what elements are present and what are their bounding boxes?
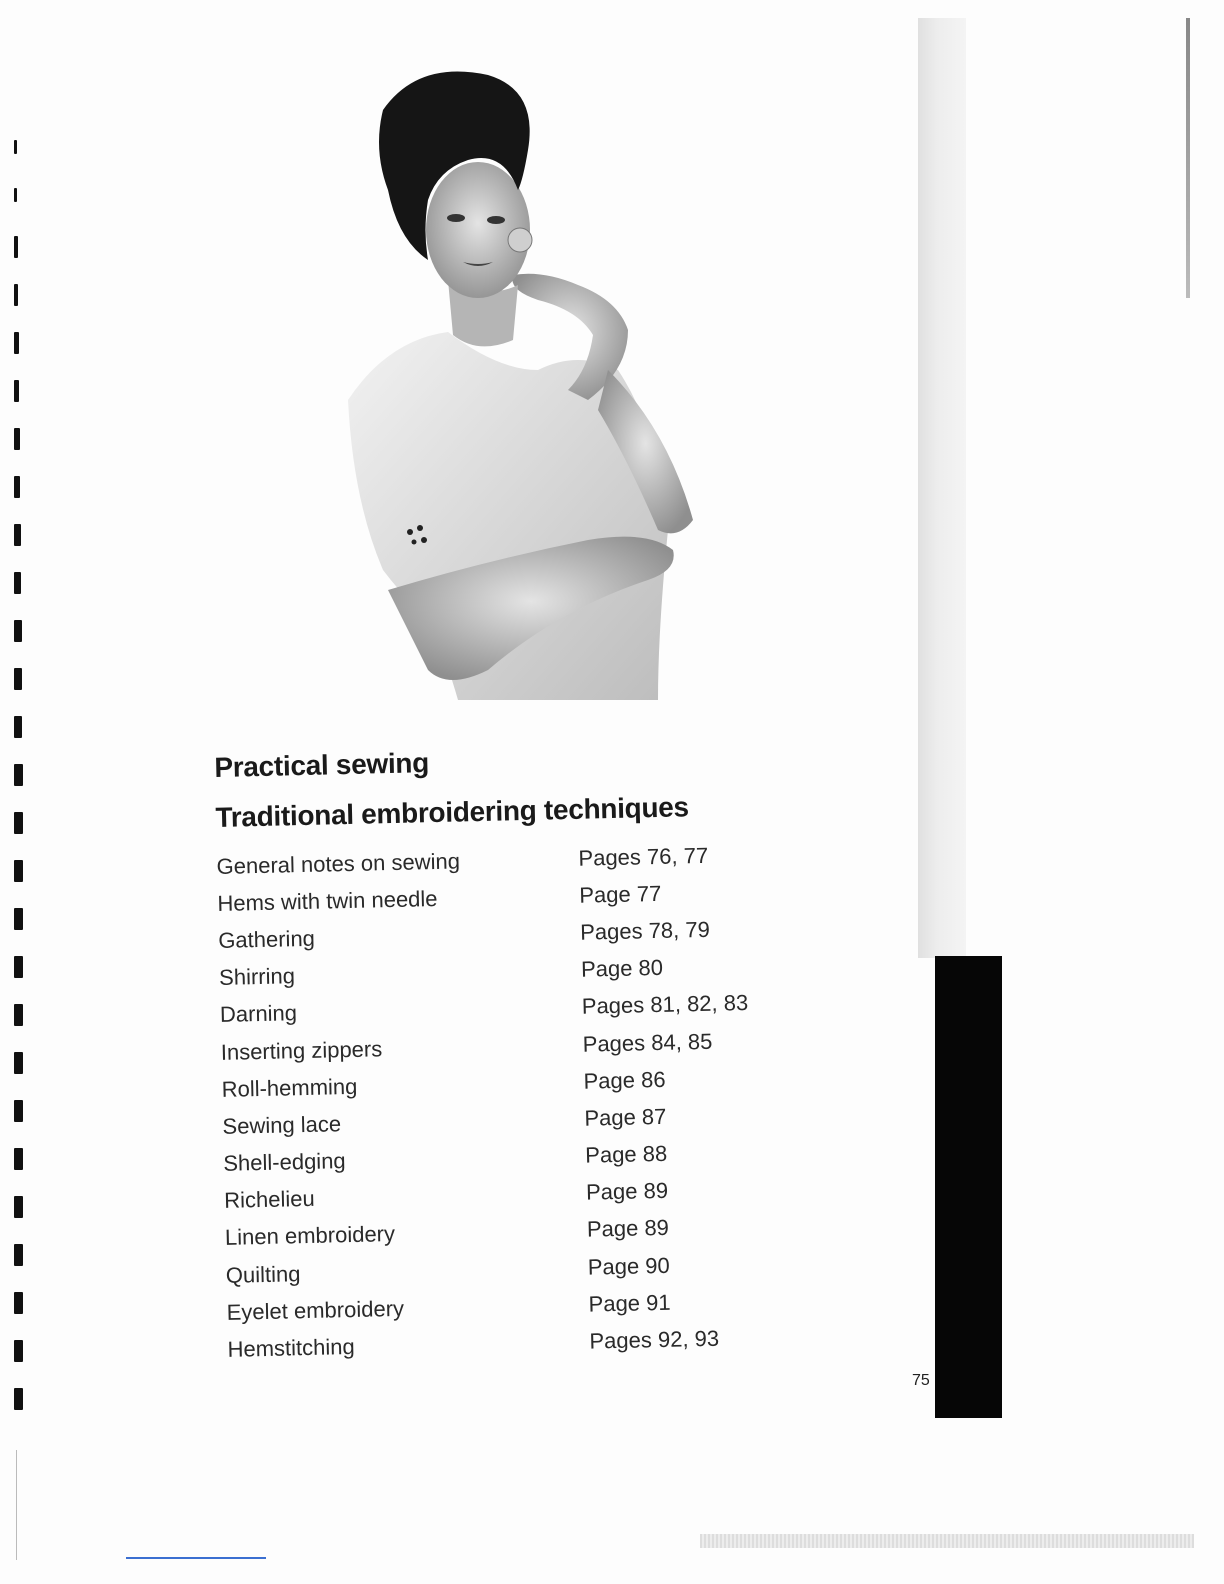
binding-hole	[14, 572, 21, 594]
topic: Richelieu	[223, 1186, 315, 1214]
section-heading: Practical sewing	[214, 747, 430, 783]
topic: Roll-hemming	[221, 1073, 358, 1102]
page-ref: Page 89	[585, 1178, 669, 1205]
topic: Gathering	[217, 925, 316, 953]
binding-hole	[14, 812, 23, 834]
page-ref: Pages 92, 93	[589, 1325, 720, 1354]
binding-hole	[14, 476, 20, 498]
binding-hole	[14, 284, 18, 306]
topic: Inserting zippers	[220, 1035, 383, 1065]
page-number: 75	[912, 1372, 930, 1389]
topic: Hemstitching	[227, 1333, 355, 1362]
page-ref: Pages 78, 79	[579, 916, 711, 945]
section-subheading: Traditional embroidering techniques	[215, 791, 690, 833]
binding-hole	[14, 332, 19, 354]
topic: Shell-edging	[223, 1148, 346, 1176]
topic: Shirring	[218, 963, 296, 991]
page-ref: Page 90	[587, 1252, 671, 1280]
page-ref: Page 88	[584, 1140, 668, 1168]
binding-holes	[14, 140, 30, 1440]
page-ref: Pages 76, 77	[578, 842, 709, 871]
bottom-blue-line	[126, 1557, 266, 1559]
topic: Sewing lace	[222, 1111, 342, 1139]
binding-hole	[14, 428, 20, 450]
page-ref: Page 89	[586, 1215, 670, 1243]
binding-hole	[14, 380, 19, 402]
topic: Hems with twin needle	[217, 885, 438, 916]
binding-hole	[14, 140, 17, 154]
contents-list	[216, 834, 848, 1369]
binding-hole	[14, 668, 22, 690]
page-ref: Page 91	[588, 1289, 671, 1317]
edge-tab-grey	[918, 18, 966, 958]
page-ref: Page 87	[584, 1103, 667, 1131]
page-ref: Pages 81, 82, 83	[581, 990, 749, 1020]
binding-hole	[14, 1100, 23, 1122]
page-ref: Page 77	[579, 880, 662, 908]
left-margin-line	[16, 1450, 17, 1560]
binding-hole	[14, 764, 23, 786]
binding-hole	[14, 716, 22, 738]
topic: General notes on sewing	[216, 848, 461, 879]
binding-hole	[14, 956, 23, 978]
binding-hole	[14, 524, 21, 546]
table-of-contents	[214, 738, 848, 1369]
binding-hole	[14, 860, 23, 882]
binding-hole	[14, 236, 18, 258]
binding-hole	[14, 1340, 23, 1362]
binding-hole	[14, 188, 17, 202]
edge-tab-black	[935, 956, 1002, 1418]
right-edge-mark	[1186, 18, 1190, 298]
page-ref: Page 80	[580, 955, 664, 982]
topic: Eyelet embroidery	[226, 1295, 405, 1325]
binding-hole	[14, 1244, 23, 1266]
binding-hole	[14, 1388, 23, 1410]
binding-hole	[14, 620, 22, 642]
page-ref: Page 86	[583, 1066, 666, 1094]
topic: Darning	[219, 1000, 298, 1028]
page-ref: Pages 84, 85	[582, 1028, 713, 1057]
binding-hole	[14, 1196, 23, 1218]
binding-hole	[14, 1292, 23, 1314]
binding-hole	[14, 1052, 23, 1074]
woman-portrait-photo	[328, 70, 700, 700]
binding-hole	[14, 1004, 23, 1026]
binding-hole	[14, 908, 23, 930]
binding-hole	[14, 1148, 23, 1170]
topic: Linen embroidery	[224, 1221, 396, 1251]
topic: Quilting	[225, 1260, 301, 1288]
bottom-edge-mark	[700, 1534, 1194, 1548]
